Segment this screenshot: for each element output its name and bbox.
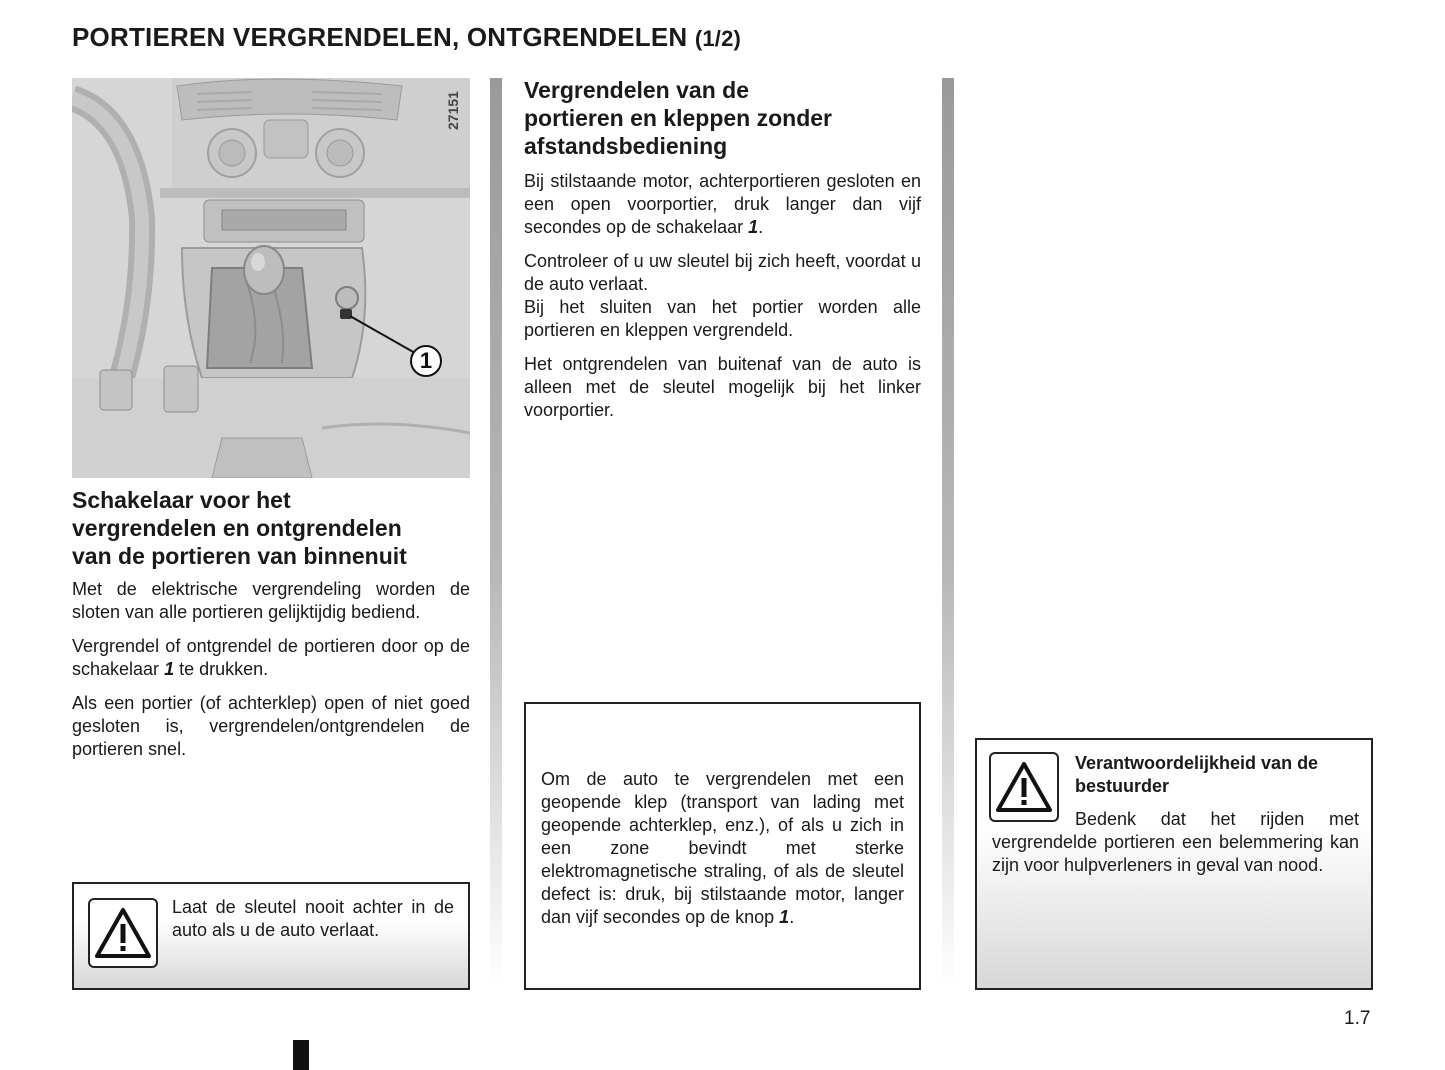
warning-key-text: Laat de sleutel nooit achter in de auto als u de auto verlaat. xyxy=(172,897,454,940)
column-divider-right xyxy=(942,78,954,988)
middle-paragraph-1: Bij stilstaande motor, achterportieren gesloten en een open voorportier, druk langer dan vijf secondes op de schakelaar 1. xyxy=(524,171,921,237)
page-number: 1.7 xyxy=(1344,1008,1371,1029)
warning-driver-title: Verantwoordelijkheid van de bestuurder xyxy=(1075,753,1319,796)
middle-heading: Vergrendelen van de portieren en kleppen zonder afstandsbediening xyxy=(524,77,832,159)
left-paragraph-1: Met de elektrische vergrendeling worden de sloten van alle portieren gelijktijdig bediend. xyxy=(72,579,470,622)
middle-paragraph-3: Het ontgrendelen van buitenaf van de auto is alleen met de sleutel mogelijk bij het linker voorportier. xyxy=(524,354,921,420)
left-paragraph-2: Vergrendel of ontgrendel de portieren door op de schakelaar 1 te drukken. xyxy=(72,636,470,679)
warning-box-key xyxy=(72,882,470,990)
figure-code: 27151 xyxy=(445,91,461,131)
left-paragraph-3: Als een portier (of achterklep) open of niet goed gesloten is, vergrendelen/ontgrendelen de portieren snel. xyxy=(72,693,470,759)
callout-label: 1 xyxy=(419,348,433,373)
warning-driver-text: Bedenk dat het rijden met vergrendelde portieren een belemmering kan zijn voor hulpverleners in geval van nood. xyxy=(992,809,1359,875)
page-edge-marker xyxy=(293,1040,309,1070)
page-title: PORTIEREN VERGRENDELEN, ONTGRENDELEN (1/2) xyxy=(72,22,742,52)
dashboard-illustration xyxy=(72,78,470,478)
left-heading: Schakelaar voor het vergrendelen en ontgrendelen van de portieren van binnenuit xyxy=(72,487,407,569)
note-text: Om de auto te vergrendelen met een geopende klep (transport van lading met geopende achterklep, enz.), of als u zich in een zone bevindt met sterke elektromagnetische straling, of als de sleutel defect is: druk, bij stilstaande motor, langer dan vijf secondes op de knop 1. xyxy=(541,769,904,927)
warning-triangle-icon xyxy=(88,898,158,968)
middle-paragraph-2: Controleer of u uw sleutel bij zich heeft, voordat u de auto verlaat. Bij het sluiten van het portier worden alle portieren en kleppen vergrendeld. xyxy=(524,251,921,340)
warning-box-driver xyxy=(975,738,1373,990)
column-divider-left xyxy=(490,78,502,988)
note-box xyxy=(524,702,921,990)
